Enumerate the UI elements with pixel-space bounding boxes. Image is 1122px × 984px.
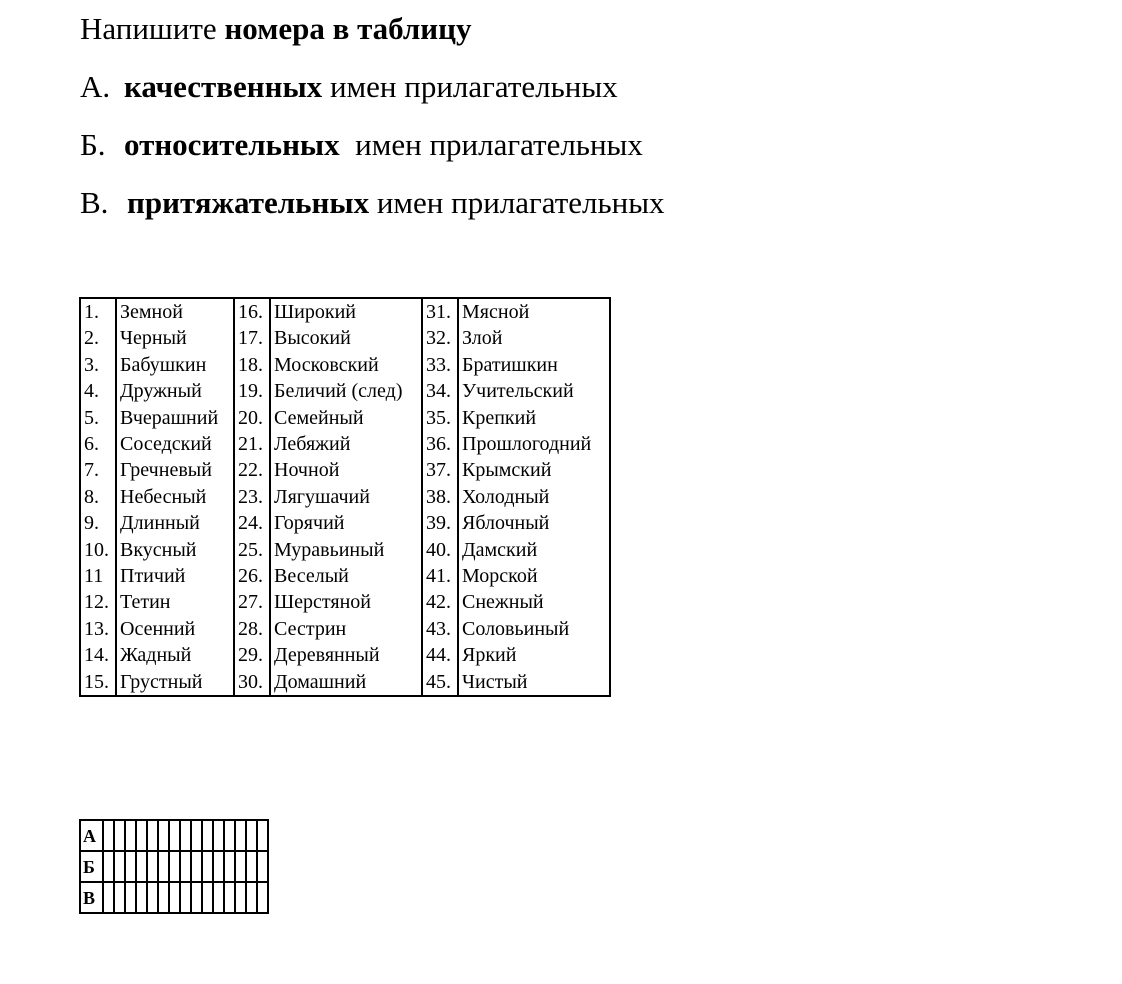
- answer-cell[interactable]: [257, 882, 268, 913]
- item-word: Шерстяной: [270, 589, 422, 615]
- answer-cell[interactable]: [246, 851, 257, 882]
- item-number: 25.: [234, 537, 270, 563]
- item-word: Соловьиный: [458, 616, 610, 642]
- instruction-rest: имен прилагательных: [369, 185, 665, 220]
- item-word: Птичий: [116, 563, 234, 589]
- item-word: Черный: [116, 325, 234, 351]
- item-number: 7.: [84, 459, 99, 482]
- table-row: [80, 484, 610, 510]
- item-word: Вкусный: [116, 537, 234, 563]
- item-word: Тетин: [116, 589, 234, 615]
- item-number: 43.: [422, 616, 458, 642]
- instruction-letter: А.: [80, 69, 111, 104]
- answer-cell[interactable]: [213, 882, 224, 913]
- item-word: Братишкин: [458, 352, 610, 378]
- answer-cell[interactable]: [147, 851, 158, 882]
- table-row: [80, 537, 610, 563]
- item-number: 33.: [422, 352, 458, 378]
- answer-cell[interactable]: [158, 820, 169, 851]
- table-row: [80, 510, 610, 536]
- answer-cell[interactable]: [191, 820, 202, 851]
- item-number: 15.: [84, 670, 109, 693]
- item-number: 28.: [234, 616, 270, 642]
- item-number: 3.: [84, 353, 99, 376]
- item-number: 31.: [422, 298, 458, 325]
- answer-cell[interactable]: [180, 820, 191, 851]
- item-number: 14.: [84, 644, 109, 667]
- word-table: [79, 297, 611, 697]
- item-word: Земной: [116, 298, 234, 325]
- item-number: 34.: [422, 378, 458, 404]
- item-number: 9.: [84, 512, 99, 535]
- item-number: 39.: [422, 510, 458, 536]
- item-word: Яблочный: [458, 510, 610, 536]
- answer-cell[interactable]: [114, 820, 125, 851]
- item-number: 23.: [234, 484, 270, 510]
- answer-table: [79, 819, 269, 914]
- item-number: 12.: [84, 591, 109, 614]
- item-number: 21.: [234, 431, 270, 457]
- item-word: Снежный: [458, 589, 610, 615]
- item-number: 44.: [422, 642, 458, 668]
- item-word: Прошлогодний: [458, 431, 610, 457]
- item-number: 2.: [84, 327, 99, 350]
- table-row: [80, 298, 610, 325]
- item-word: Муравьиный: [270, 537, 422, 563]
- table-row: [80, 589, 610, 615]
- item-word: Длинный: [116, 510, 234, 536]
- instruction-title-bold: номера в таблицу: [224, 11, 472, 46]
- item-word: Веселый: [270, 563, 422, 589]
- item-word: Холодный: [458, 484, 610, 510]
- instruction-letter: Б.: [80, 127, 106, 162]
- item-word: Широкий: [270, 298, 422, 325]
- answer-cell[interactable]: [257, 851, 268, 882]
- answer-cell[interactable]: [191, 851, 202, 882]
- word-table-body: [80, 298, 610, 696]
- answer-cell[interactable]: [158, 882, 169, 913]
- instruction-rest: имен прилагательных: [339, 127, 643, 162]
- table-row: [80, 457, 610, 483]
- answer-cell[interactable]: [202, 851, 213, 882]
- table-row: [80, 405, 610, 431]
- instruction-item-b: [80, 116, 1080, 174]
- answer-row: [80, 851, 268, 882]
- item-word: Грустный: [116, 669, 234, 696]
- instruction-rest: имен прилагательных: [322, 69, 618, 104]
- item-number: 18.: [234, 352, 270, 378]
- answer-cell[interactable]: [224, 882, 235, 913]
- item-word: Осенний: [116, 616, 234, 642]
- answer-cell[interactable]: [147, 882, 158, 913]
- item-word: Домашний: [270, 669, 422, 696]
- item-number: 41.: [422, 563, 458, 589]
- item-word: Морской: [458, 563, 610, 589]
- answer-cell[interactable]: [169, 820, 180, 851]
- table-row: [80, 616, 610, 642]
- answer-cell[interactable]: [169, 882, 180, 913]
- item-number: 6.: [84, 433, 99, 456]
- answer-cell[interactable]: [136, 851, 147, 882]
- answer-cell[interactable]: [125, 851, 136, 882]
- item-word: Ночной: [270, 457, 422, 483]
- item-number: 4.: [84, 380, 99, 403]
- item-word: Яркий: [458, 642, 610, 668]
- answer-cell[interactable]: [224, 851, 235, 882]
- item-word: Небесный: [116, 484, 234, 510]
- item-word: Лягушачий: [270, 484, 422, 510]
- item-word: Горячий: [270, 510, 422, 536]
- item-word: Деревянный: [270, 642, 422, 668]
- answer-cell[interactable]: [136, 820, 147, 851]
- item-number: 8.: [84, 485, 99, 508]
- item-number: 16.: [234, 298, 270, 325]
- item-word: Злой: [458, 325, 610, 351]
- instruction-letter: В.: [80, 185, 109, 220]
- instruction-title: [80, 0, 1080, 58]
- item-number: 24.: [234, 510, 270, 536]
- answer-cell[interactable]: [103, 820, 114, 851]
- table-row: [80, 642, 610, 668]
- item-number: 11: [84, 565, 104, 588]
- item-word: Беличий (след): [270, 378, 422, 404]
- answer-row-label: Б: [80, 851, 103, 882]
- item-word: Мясной: [458, 298, 610, 325]
- item-word: Дамский: [458, 537, 610, 563]
- table-row: [80, 325, 610, 351]
- answer-cell[interactable]: [202, 882, 213, 913]
- item-number: 19.: [234, 378, 270, 404]
- item-number: 22.: [234, 457, 270, 483]
- item-number: 42.: [422, 589, 458, 615]
- answer-row-label: В: [80, 882, 103, 913]
- item-word: Лебяжий: [270, 431, 422, 457]
- answer-cell[interactable]: [158, 851, 169, 882]
- instructions-block: [80, 0, 1080, 232]
- answer-cell[interactable]: [257, 820, 268, 851]
- item-word: Семейный: [270, 405, 422, 431]
- item-word: Учительский: [458, 378, 610, 404]
- answer-cell[interactable]: [246, 820, 257, 851]
- item-number: 27.: [234, 589, 270, 615]
- answer-cell[interactable]: [169, 851, 180, 882]
- answer-cell[interactable]: [114, 851, 125, 882]
- item-word: Гречневый: [116, 457, 234, 483]
- item-number: 30.: [234, 669, 270, 696]
- instruction-item-v: [80, 174, 1080, 232]
- item-number: 38.: [422, 484, 458, 510]
- answer-row: [80, 882, 268, 913]
- item-number: 36.: [422, 431, 458, 457]
- item-number: 17.: [234, 325, 270, 351]
- item-number: 40.: [422, 537, 458, 563]
- item-word: Чистый: [458, 669, 610, 696]
- item-number: 1.: [84, 301, 99, 323]
- answer-cell[interactable]: [213, 820, 224, 851]
- item-number: 26.: [234, 563, 270, 589]
- table-row: [80, 563, 610, 589]
- answer-cell[interactable]: [191, 882, 202, 913]
- item-number: 29.: [234, 642, 270, 668]
- item-number: 10.: [84, 538, 109, 561]
- item-number: 20.: [234, 405, 270, 431]
- item-number: 32.: [422, 325, 458, 351]
- answer-table-body: [80, 820, 268, 913]
- item-number: 35.: [422, 405, 458, 431]
- item-word: Бабушкин: [116, 352, 234, 378]
- item-number: 45.: [422, 669, 458, 696]
- instruction-title-plain: Напишите: [80, 11, 225, 46]
- answer-row-label: А: [80, 820, 103, 851]
- table-row: [80, 352, 610, 378]
- answer-cell[interactable]: [125, 820, 136, 851]
- item-number: 37.: [422, 457, 458, 483]
- answer-cell[interactable]: [235, 851, 246, 882]
- instruction-bold: притяжательных: [127, 185, 370, 220]
- answer-cell[interactable]: [246, 882, 257, 913]
- item-word: Крымский: [458, 457, 610, 483]
- item-word: Соседский: [116, 431, 234, 457]
- item-number: 13.: [84, 617, 109, 640]
- instruction-bold: относительных: [124, 127, 340, 162]
- item-number: 5.: [84, 406, 99, 429]
- answer-cell[interactable]: [114, 882, 125, 913]
- item-word: Дружный: [116, 378, 234, 404]
- item-word: Вчерашний: [116, 405, 234, 431]
- table-row: [80, 378, 610, 404]
- answer-row: [80, 820, 268, 851]
- instruction-item-a: [80, 58, 1080, 116]
- answer-cell[interactable]: [136, 882, 147, 913]
- item-word: Жадный: [116, 642, 234, 668]
- answer-cell[interactable]: [235, 882, 246, 913]
- item-word: Московский: [270, 352, 422, 378]
- answer-cell[interactable]: [235, 820, 246, 851]
- item-word: Высокий: [270, 325, 422, 351]
- answer-cell[interactable]: [180, 882, 191, 913]
- answer-cell[interactable]: [147, 820, 158, 851]
- table-row: [80, 431, 610, 457]
- item-word: Сестрин: [270, 616, 422, 642]
- answer-cell[interactable]: [180, 851, 191, 882]
- instruction-bold: качественных: [124, 69, 323, 104]
- item-word: Крепкий: [458, 405, 610, 431]
- answer-cell[interactable]: [202, 820, 213, 851]
- answer-cell[interactable]: [213, 851, 224, 882]
- answer-cell[interactable]: [103, 882, 114, 913]
- table-row: [80, 669, 610, 696]
- answer-cell[interactable]: [103, 851, 114, 882]
- answer-cell[interactable]: [125, 882, 136, 913]
- answer-cell[interactable]: [224, 820, 235, 851]
